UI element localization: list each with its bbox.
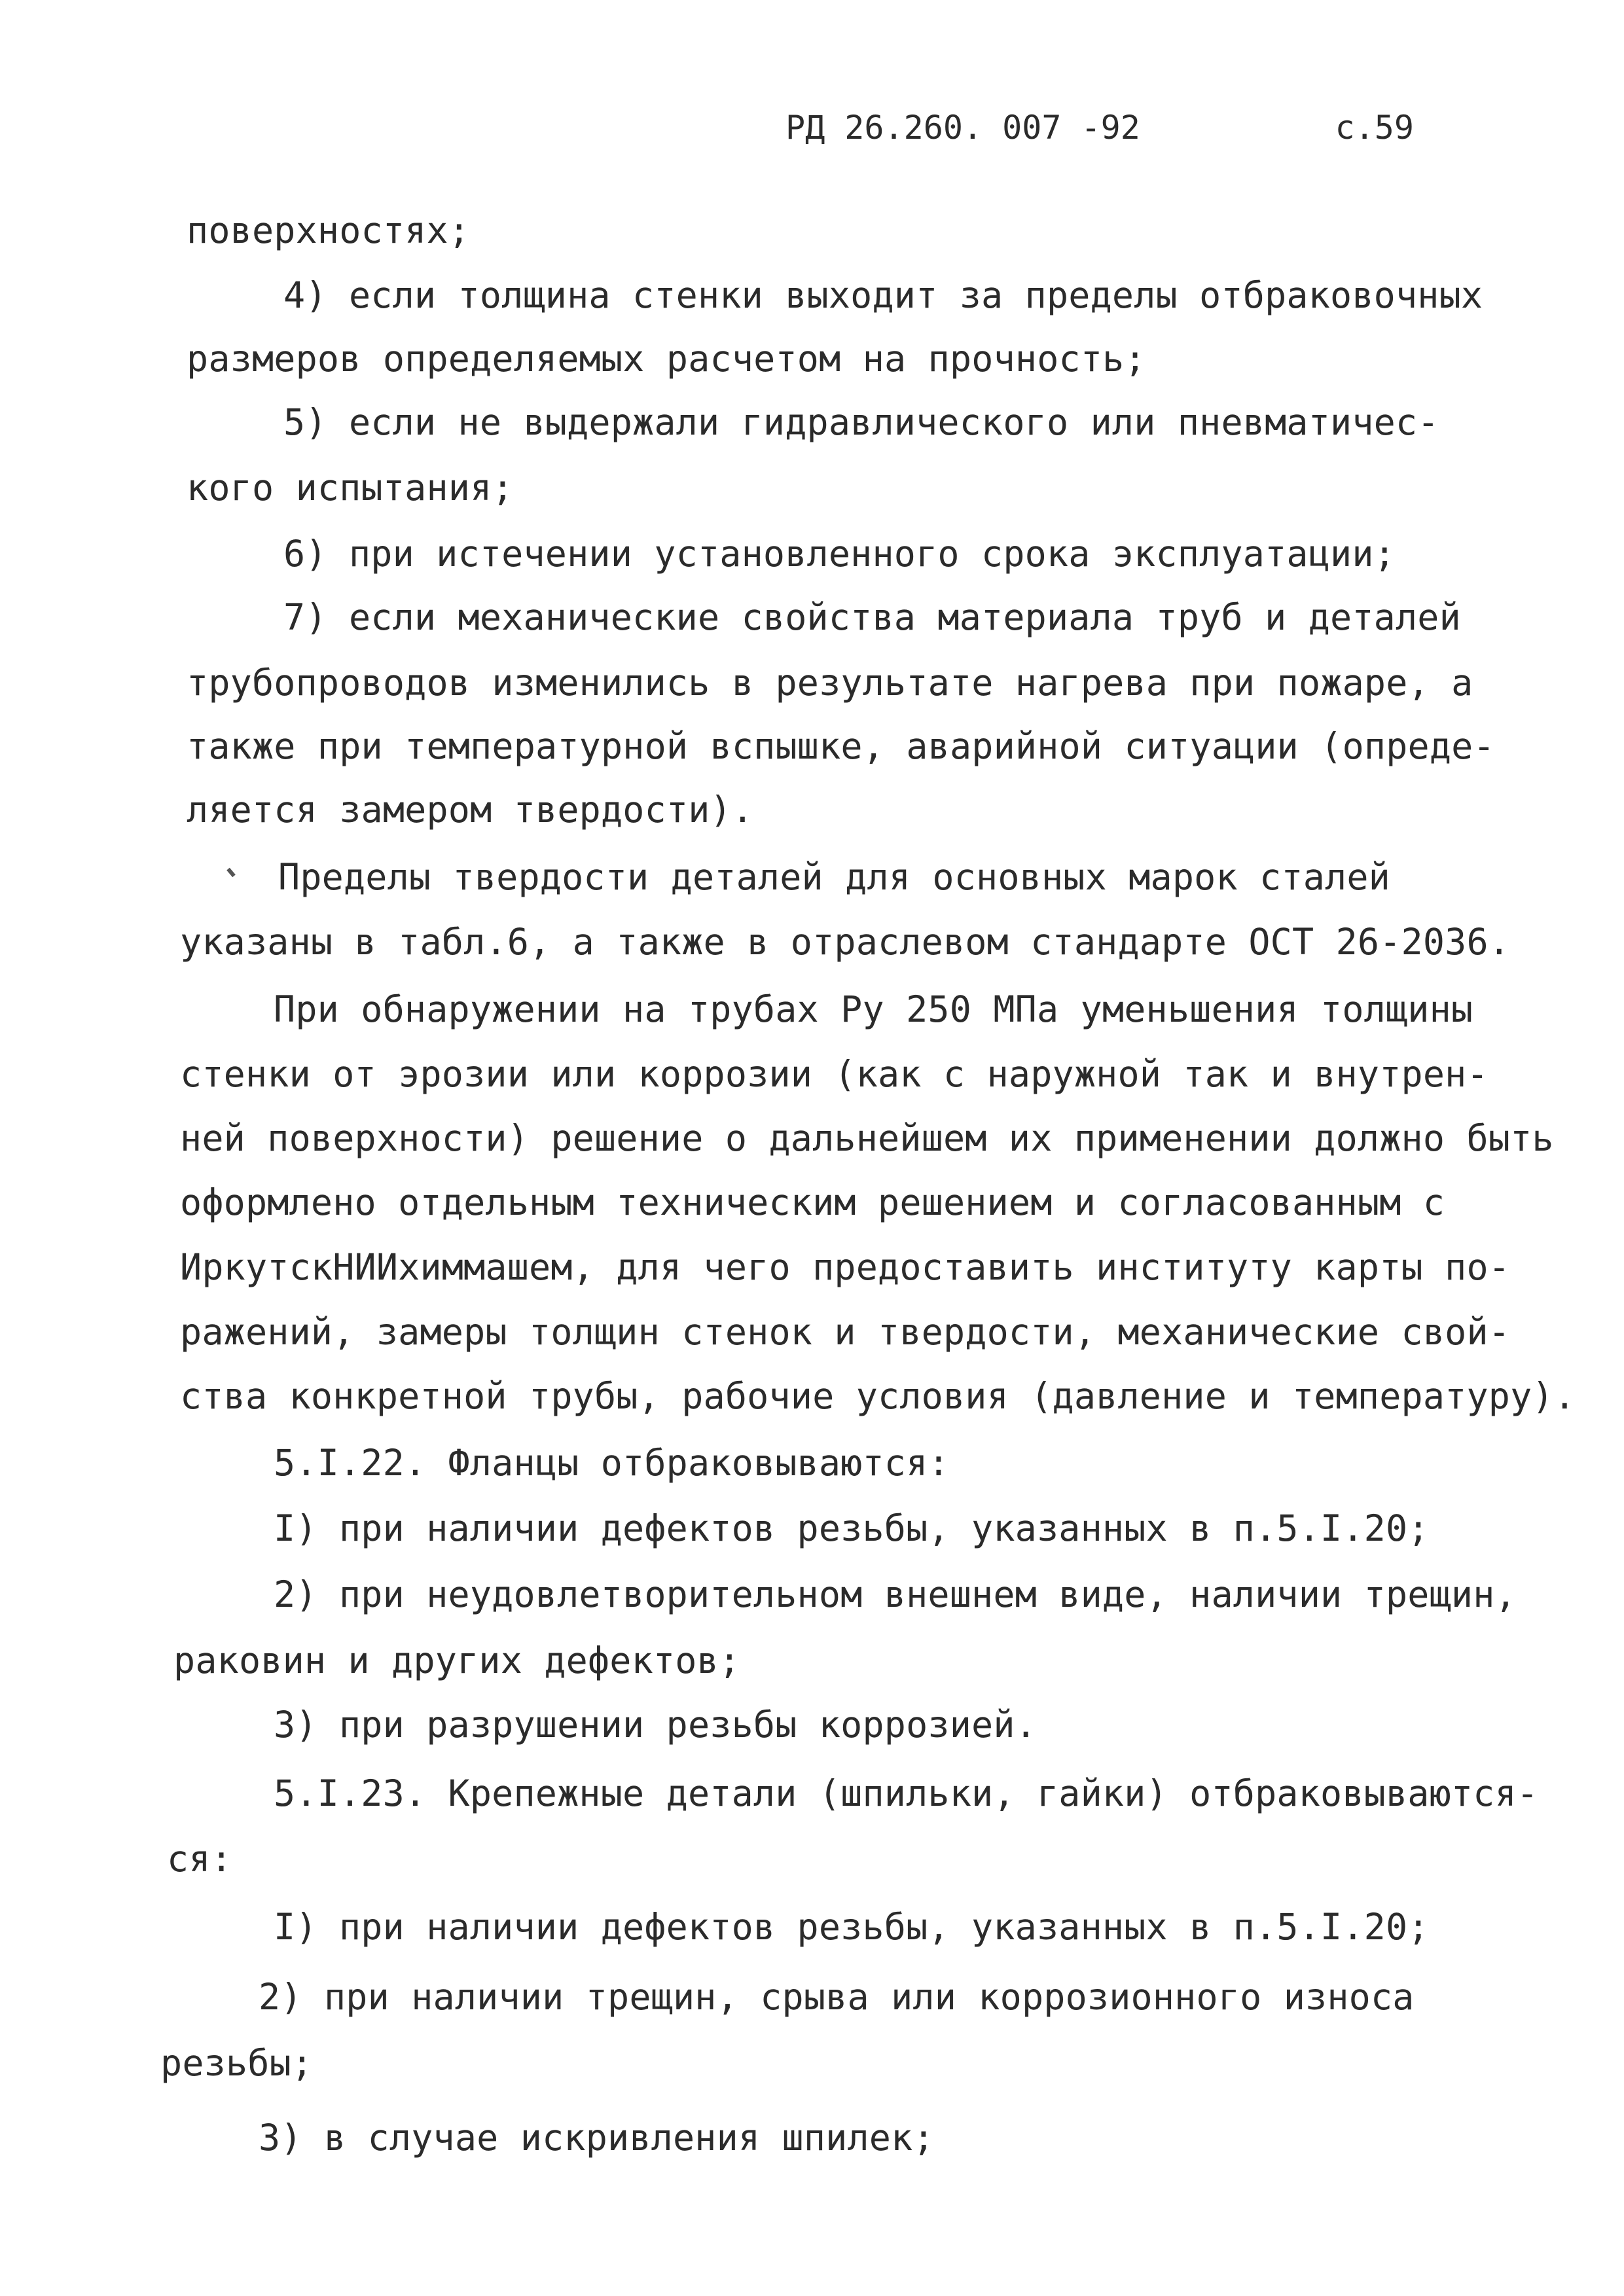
text-line: 7) если механические свойства материала труб и деталей xyxy=(283,596,1461,638)
text-line: также при температурной вспышке, аварийной ситуации (опреде- xyxy=(187,725,1495,767)
text-line: 3) при разрушении резьбы коррозией. xyxy=(274,1704,1037,1746)
scan-mark xyxy=(226,868,236,878)
text-line: При обнаружении на трубах Ру 250 МПа уменьшения толщины xyxy=(274,988,1473,1030)
text-line: I) при наличии дефектов резьбы, указанных в п.5.I.20; xyxy=(274,1507,1430,1549)
text-line: указаны в табл.6, а также в отраслевом стандарте ОСТ 26-2036. xyxy=(180,921,1511,963)
text-line: I) при наличии дефектов резьбы, указанных в п.5.I.20; xyxy=(274,1906,1430,1948)
text-line: ляется замером твердости). xyxy=(187,789,754,831)
page-header xyxy=(785,98,1414,157)
text-line: 4) если толщина стенки выходит за пределы отбраковочных xyxy=(283,274,1483,316)
text-line: 5.I.23. Крепежные детали (шпильки, гайки) отбраковываются- xyxy=(274,1772,1539,1814)
text-line: трубопроводов изменились в результате нагрева при пожаре, а xyxy=(187,662,1473,704)
text-line: стенки от эрозии или коррозии (как с наружной так и внутрен- xyxy=(180,1053,1489,1095)
text-line: раковин и других дефектов; xyxy=(173,1640,741,1681)
text-line: 3) в случае искривления шпилек; xyxy=(259,2117,935,2159)
text-line: ся: xyxy=(167,1838,232,1880)
text-line: поверхностях; xyxy=(187,209,471,251)
text-line: размеров определяемых расчетом на прочность; xyxy=(187,338,1146,380)
page-number: с.59 xyxy=(1335,109,1414,147)
text-line: ражений, замеры толщин стенок и твердости, механические свой- xyxy=(180,1311,1511,1353)
text-line: ней поверхности) решение о дальнейшем их применении должно быть xyxy=(180,1117,1554,1159)
text-line: кого испытания; xyxy=(187,467,514,509)
text-line: 2) при наличии трещин, срыва или коррозионного износа xyxy=(259,1976,1415,2018)
text-line: 5.I.22. Фланцы отбраковываются: xyxy=(274,1442,950,1484)
text-line: ства конкретной трубы, рабочие условия (давление и температуру). xyxy=(180,1375,1576,1417)
text-line: 2) при неудовлетворительном внешнем виде, наличии трещин, xyxy=(274,1573,1517,1615)
text-line: 5) если не выдержали гидравлического или пневматичес- xyxy=(283,401,1439,443)
text-line: оформлено отдельным техническим решением и согласованным с xyxy=(180,1181,1445,1223)
text-line: ИркутскНИИхиммашем, для чего предоставить институту карты по- xyxy=(180,1246,1511,1288)
text-line: резьбы; xyxy=(160,2042,314,2084)
document-code: РД 26.260. 007 -92 xyxy=(785,109,1140,147)
text-line: 6) при истечении установленного срока эксплуатации; xyxy=(283,533,1396,575)
text-line: Пределы твердости деталей для основных марок сталей xyxy=(278,856,1390,898)
